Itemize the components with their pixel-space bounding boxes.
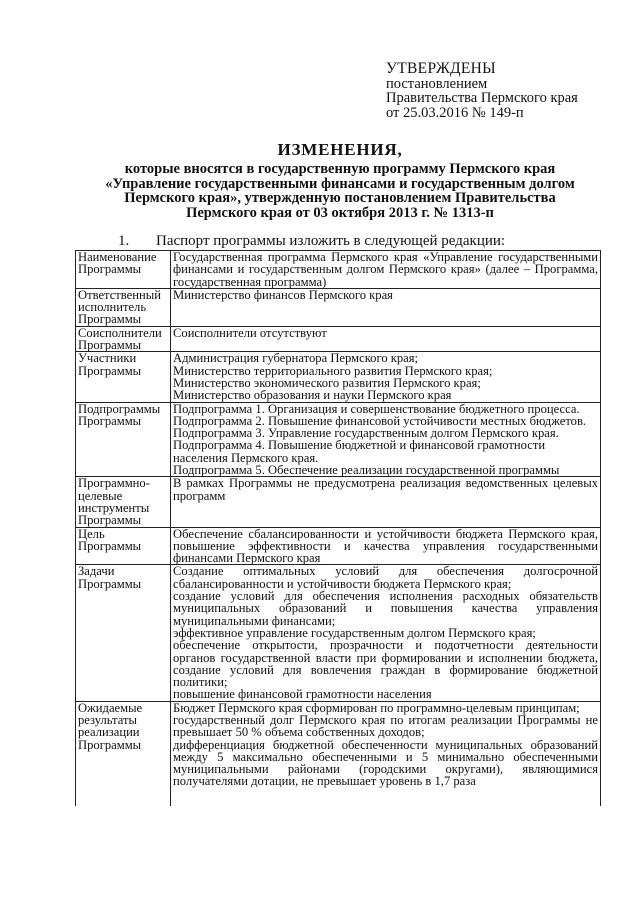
passport-row bbox=[76, 527, 601, 565]
approval-line-3: от 25.03.2016 № 149-п bbox=[386, 104, 524, 121]
passport-row-value bbox=[171, 288, 601, 326]
passport-value-line: создание условий для обеспечения исполнения расходных обязательств муниципальных образований и повышения качества управления муниципальными финансами; bbox=[173, 589, 598, 628]
passport-row-label: Задачи Программы bbox=[76, 565, 171, 701]
passport-row-value bbox=[171, 251, 601, 289]
passport-row-label: Наименование Программы bbox=[76, 251, 171, 289]
passport-row-label: Программно-целевые инструменты Программы bbox=[76, 477, 171, 527]
passport-value-line: Администрация губернатора Пермского края; bbox=[173, 351, 419, 366]
heading-subtitle-1: которые вносятся в государственную программу Пермского края bbox=[124, 161, 556, 177]
passport-value-line: Подпрограмма 4. Повышение бюджетной и финансовой грамотности населения Пермского края. bbox=[173, 438, 546, 465]
passport-value-line: эффективное управление государственным долгом Пермского края; bbox=[173, 625, 536, 640]
passport-row bbox=[76, 352, 601, 402]
heading-subtitle-3: Пермского края», утвержденную постановлением Правительства bbox=[124, 190, 556, 206]
passport-row bbox=[76, 402, 601, 477]
passport-value-line: Соисполнители отсутствуют bbox=[173, 325, 327, 340]
passport-value-line: дифференциация бюджетной обеспеченности муниципальных образований между 5 максимально обеспеченными и 5 минимально обеспеченными муниципальными районами (городскими округами), являющимися получателями дотации, не превышает уровень в 1,7 раза bbox=[173, 737, 598, 789]
passport-value-line: Министерство экономического развития Пермского края; bbox=[173, 375, 481, 390]
heading-subtitle-2: «Управление государственными финансами и государственным долгом bbox=[105, 175, 575, 192]
passport-value-line: Государственная программа Пермского края «Управление государственными финансами и государственным долгом Пермского края» (далее – Программа, государственная программа) bbox=[173, 250, 598, 289]
passport-row-value bbox=[171, 527, 601, 565]
passport-row-label: Ожидаемые результаты реализации Программы bbox=[76, 701, 171, 806]
passport-value-line: Министерство территориального развития Пермского края; bbox=[173, 363, 493, 378]
passport-row bbox=[76, 477, 601, 527]
passport-row-label: Подпрограммы Программы bbox=[76, 402, 171, 477]
item-1-number: 1. bbox=[118, 233, 130, 249]
passport-row-label: Цель Программы bbox=[76, 527, 171, 565]
passport-row-value bbox=[171, 326, 601, 352]
heading-subtitle-4: Пермского края от 03 октября 2013 г. № 1313-п bbox=[186, 204, 494, 221]
heading-title: ИЗМЕНЕНИЯ, bbox=[277, 140, 403, 159]
passport-row bbox=[76, 565, 601, 701]
passport-value-line: повышение финансовой грамотности населения bbox=[173, 687, 432, 702]
passport-row-label: Участники Программы bbox=[76, 352, 171, 402]
passport-row bbox=[76, 288, 601, 326]
passport-value-line: Подпрограмма 5. Обеспечение реализации государственной программы bbox=[173, 463, 560, 478]
passport-value-line: Создание оптимальных условий для обеспечения долгосрочной сбалансированности и устойчивости бюджета Пермского края; bbox=[173, 564, 598, 591]
passport-row-value bbox=[171, 477, 601, 527]
passport-value-line: В рамках Программы не предусмотрена реализация ведомственных целевых программ bbox=[173, 476, 598, 503]
passport-row bbox=[76, 326, 601, 352]
document-heading bbox=[70, 140, 610, 220]
passport-value-line: Подпрограмма 1. Организация и совершенствование бюджетного процесса. bbox=[173, 401, 580, 416]
passport-table bbox=[75, 250, 601, 806]
passport-row-label: Ответственный исполнитель Программы bbox=[76, 288, 171, 326]
passport-row bbox=[76, 251, 601, 289]
passport-row-value bbox=[171, 565, 601, 701]
item-1-text: Паспорт программы изложить в следующей редакции: bbox=[156, 233, 506, 249]
passport-row-value bbox=[171, 701, 601, 806]
approval-line-2: Правительства Пермского края bbox=[386, 90, 578, 106]
passport-value-line: Подпрограмма 3. Управление государственным долгом Пермского края. bbox=[173, 426, 559, 441]
passport-value-line: государственный долг Пермского края по итогам реализации Программы не превышает 50 % объема собственных доходов; bbox=[173, 712, 598, 740]
passport-value-line: Министерство финансов Пермского края bbox=[173, 287, 393, 302]
passport-value-line: Обеспечение сбалансированности и устойчивости бюджета Пермского края, повышение эффективности и качества управления государственными финансами Пермского края bbox=[173, 526, 598, 566]
passport-row-label: Соисполнители Программы bbox=[76, 326, 171, 352]
passport-row-value bbox=[171, 352, 601, 402]
approval-line-1: постановлением bbox=[386, 75, 488, 92]
passport-value-line: Бюджет Пермского края сформирован по программно-целевым принципам; bbox=[173, 700, 580, 715]
passport-value-line: Министерство образования и науки Пермского края bbox=[173, 388, 452, 403]
passport-value-line: обеспечение открытости, прозрачности и подотчетности деятельности органов государственной власти при формировании и исполнении бюджета, создание условий для вовлечения граждан в формирование бюджетной политики; bbox=[173, 638, 598, 690]
passport-row bbox=[76, 701, 601, 806]
approval-title: УТВЕРЖДЕНЫ bbox=[386, 60, 496, 77]
passport-value-line: Подпрограмма 2. Повышение финансовой устойчивости местных бюджетов. bbox=[173, 413, 587, 428]
approval-block bbox=[386, 62, 636, 120]
item-1 bbox=[118, 233, 505, 249]
passport-row-value bbox=[171, 402, 601, 477]
